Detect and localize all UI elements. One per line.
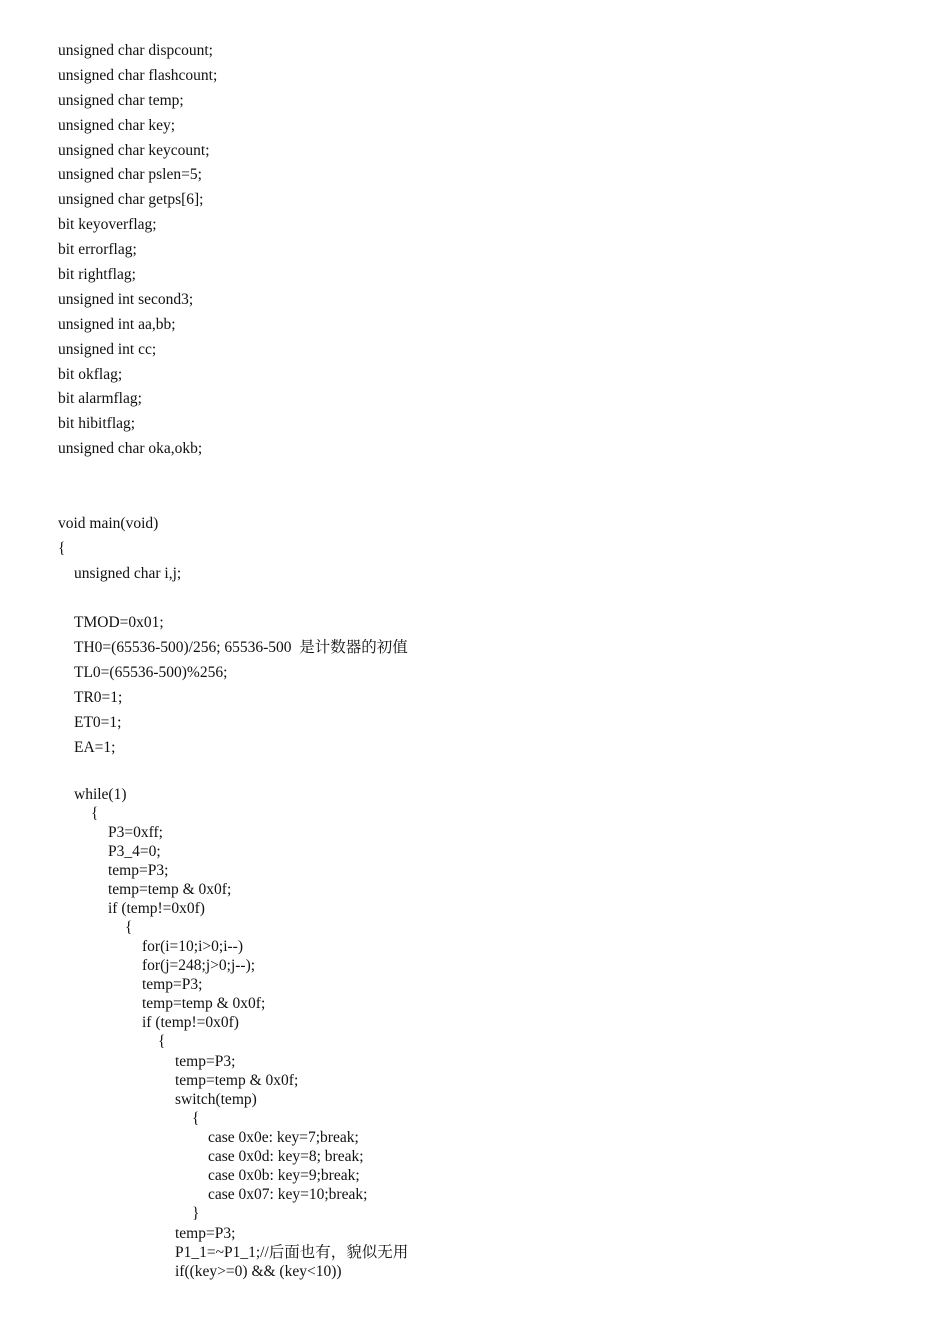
- code-line: if((key>=0) && (key<10)): [175, 1263, 342, 1280]
- code-line: unsigned char oka,okb;: [58, 440, 203, 457]
- code-line: TL0=(65536-500)%256;: [74, 664, 228, 681]
- code-line: TR0=1;: [74, 689, 123, 706]
- code-line: bit okflag;: [58, 366, 123, 383]
- code-line: for(j=248;j>0;j--);: [142, 957, 256, 974]
- code-line: bit errorflag;: [58, 241, 137, 258]
- code-line: if (temp!=0x0f): [108, 900, 205, 917]
- code-line: {: [125, 919, 133, 936]
- code-line: bit alarmflag;: [58, 390, 142, 407]
- code-line: unsigned char pslen=5;: [58, 166, 202, 183]
- code-line: for(i=10;i>0;i--): [142, 938, 243, 955]
- code-line: temp=temp & 0x0f;: [175, 1072, 299, 1089]
- code-line: P3=0xff;: [108, 824, 163, 841]
- code-line: P3_4=0;: [108, 843, 161, 860]
- code-line: if (temp!=0x0f): [142, 1014, 239, 1031]
- code-line: unsigned char temp;: [58, 92, 184, 109]
- code-line: unsigned char flashcount;: [58, 67, 218, 84]
- code-line: unsigned char key;: [58, 117, 176, 134]
- code-line: unsigned char getps[6];: [58, 191, 204, 208]
- code-line: {: [91, 805, 99, 822]
- code-line: {: [158, 1033, 166, 1050]
- code-line: temp=temp & 0x0f;: [142, 995, 266, 1012]
- code-line: temp=temp & 0x0f;: [108, 881, 232, 898]
- code-line: bit keyoverflag;: [58, 216, 157, 233]
- code-line: temp=P3;: [175, 1225, 236, 1242]
- code-line: EA=1;: [74, 739, 116, 756]
- code-line: switch(temp): [175, 1091, 257, 1108]
- code-line: case 0x07: key=10;break;: [208, 1186, 368, 1203]
- code-line: bit rightflag;: [58, 266, 136, 283]
- code-line: case 0x0b: key=9;break;: [208, 1167, 360, 1184]
- code-line: unsigned char i,j;: [74, 565, 182, 582]
- code-line: }: [192, 1205, 200, 1222]
- code-line: TH0=(65536-500)/256; 65536-500 是计数器的初值: [74, 639, 408, 656]
- code-line: while(1): [74, 786, 127, 803]
- code-line: temp=P3;: [175, 1053, 236, 1070]
- code-line: bit hibitflag;: [58, 415, 136, 432]
- code-line: {: [192, 1110, 200, 1127]
- code-line: unsigned int aa,bb;: [58, 316, 176, 333]
- code-line: ET0=1;: [74, 714, 122, 731]
- code-line: temp=P3;: [108, 862, 169, 879]
- code-line: TMOD=0x01;: [74, 614, 164, 631]
- code-line: case 0x0d: key=8; break;: [208, 1148, 364, 1165]
- code-line: unsigned int second3;: [58, 291, 194, 308]
- code-line: temp=P3;: [142, 976, 203, 993]
- code-line: unsigned char dispcount;: [58, 42, 213, 59]
- code-line: unsigned char keycount;: [58, 142, 210, 159]
- code-line: unsigned int cc;: [58, 341, 157, 358]
- code-line: P1_1=~P1_1;//后面也有，貌似无用: [175, 1244, 409, 1261]
- code-line: case 0x0e: key=7;break;: [208, 1129, 359, 1146]
- code-line: {: [58, 540, 66, 557]
- code-line: void main(void): [58, 515, 159, 532]
